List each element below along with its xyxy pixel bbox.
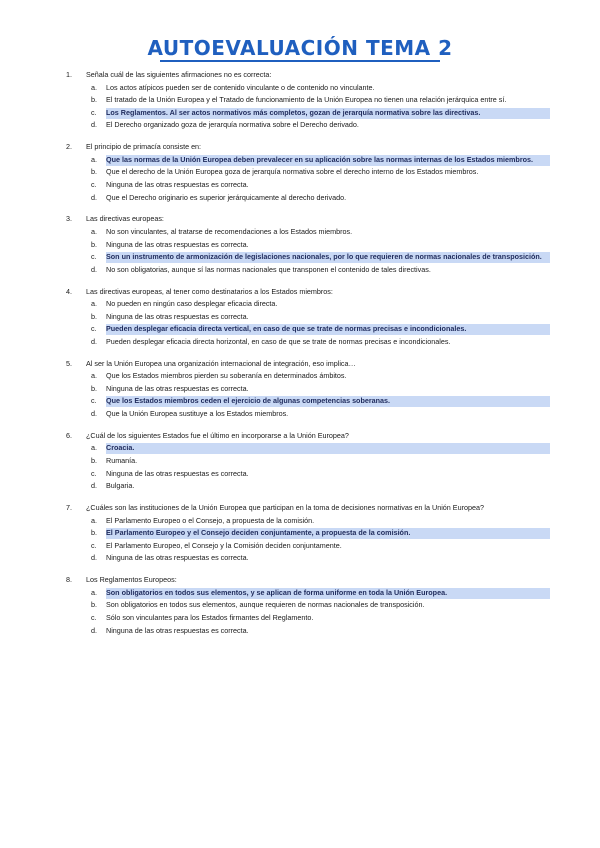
option-text: Son un instrumento de armonización de legislaciones nacionales, por lo que requieren de normas nacionales de transposición. (106, 252, 550, 263)
answer-option (0, 240, 600, 251)
option-letter: d. (91, 553, 97, 563)
question-3 (0, 214, 600, 275)
answer-option (0, 180, 600, 191)
option-letter: d. (91, 192, 97, 202)
answer-option-highlighted (0, 324, 600, 335)
question-number: 4. (66, 286, 72, 296)
option-letter: b. (91, 167, 97, 177)
question-number: 6. (66, 430, 72, 440)
question-4 (0, 287, 600, 348)
answer-option (0, 626, 600, 637)
answer-option-highlighted (0, 396, 600, 407)
option-text: Pueden desplegar eficacia directa vertical, en caso de que se trate de normas precisas e incondicionales. (106, 324, 550, 335)
option-letter: a. (91, 82, 97, 92)
option-text: Son obligatorios en todos sus elementos, y se aplican de forma uniforme en toda la Unión Europea. (106, 588, 550, 599)
title-underline (160, 60, 440, 62)
answer-option (0, 193, 600, 204)
option-letter: d. (91, 336, 97, 346)
answer-option-highlighted (0, 588, 600, 599)
answer-option (0, 167, 600, 178)
option-text: Que los Estados miembros pierden su soberanía en determinados ámbitos. (106, 371, 347, 381)
option-letter: a. (91, 443, 97, 453)
answer-option (0, 553, 600, 564)
option-letter: d. (91, 120, 97, 130)
option-letter: b. (91, 239, 97, 249)
option-letter: c. (91, 468, 97, 478)
question-text: Al ser la Unión Europea una organización internacional de integración, eso implica… (86, 358, 356, 368)
option-letter: b. (91, 383, 97, 393)
answer-option (0, 541, 600, 552)
question-text: ¿Cuál de los siguientes Estados fue el último en incorporarse a la Unión Europea? (86, 430, 349, 440)
option-letter: c. (91, 107, 97, 117)
option-letter: d. (91, 625, 97, 635)
option-letter: c. (91, 252, 97, 262)
question-number: 2. (66, 142, 72, 152)
option-text: Que los Estados miembros ceden el ejercicio de algunas competencias soberanas. (106, 396, 550, 407)
answer-option-highlighted (0, 155, 600, 166)
option-letter: a. (91, 226, 97, 236)
answer-option-highlighted (0, 443, 600, 454)
question-5 (0, 359, 600, 420)
option-text: Que el Derecho originario es superior jerárquicamente al derecho derivado. (106, 192, 347, 202)
option-text: Ninguna de las otras respuestas es correcta. (106, 239, 249, 249)
answer-option-highlighted (0, 108, 600, 119)
option-letter: c. (91, 396, 97, 406)
option-text: Ninguna de las otras respuestas es correcta. (106, 179, 249, 189)
question-7 (0, 503, 600, 564)
option-letter: a. (91, 299, 97, 309)
option-text: Ninguna de las otras respuestas es correcta. (106, 625, 249, 635)
option-text: El Parlamento Europeo o el Consejo, a propuesta de la comisión. (106, 515, 315, 525)
answer-option (0, 456, 600, 467)
option-text: El Parlamento Europeo, el Consejo y la Comisión deciden conjuntamente. (106, 540, 342, 550)
option-text: El Derecho organizado goza de jerarquía normativa sobre el Derecho derivado. (106, 120, 359, 130)
option-text: No pueden en ningún caso desplegar eficacia directa. (106, 299, 278, 309)
answer-option (0, 120, 600, 131)
answer-option (0, 409, 600, 420)
option-letter: d. (91, 409, 97, 419)
option-letter: d. (91, 481, 97, 491)
option-text: Croacia. (106, 443, 550, 454)
question-number: 3. (66, 214, 72, 224)
option-text: Los Reglamentos. Al ser actos normativos más completos, gozan de jerarquía normativa sobre las directivas. (106, 108, 550, 119)
option-letter: d. (91, 264, 97, 274)
option-letter: b. (91, 95, 97, 105)
option-letter: b. (91, 311, 97, 321)
answer-option (0, 469, 600, 480)
option-text: Son obligatorios en todos sus elementos, aunque requieren de normas nacionales de transposición. (106, 600, 425, 610)
option-letter: a. (91, 154, 97, 164)
option-letter: c. (91, 179, 97, 189)
option-letter: b. (91, 456, 97, 466)
question-2 (0, 142, 600, 203)
option-text: Ninguna de las otras respuestas es correcta. (106, 311, 249, 321)
answer-option (0, 613, 600, 624)
option-text: Sólo son vinculantes para los Estados firmantes del Reglamento. (106, 612, 314, 622)
answer-option (0, 95, 600, 106)
option-text: No son obligatorias, aunque sí las normas nacionales que transponen el contenido de tales directivas. (106, 264, 431, 274)
option-letter: a. (91, 371, 97, 381)
answer-option (0, 299, 600, 310)
answer-option (0, 83, 600, 94)
option-text: Rumanía. (106, 456, 138, 466)
answer-option (0, 227, 600, 238)
answer-option-highlighted (0, 252, 600, 263)
question-8 (0, 575, 600, 636)
question-text: ¿Cuáles son las instituciones de la Unión Europea que participan en la toma de decisiones normativas en la Unión Europea? (86, 503, 484, 513)
option-letter: a. (91, 515, 97, 525)
answer-option (0, 516, 600, 527)
question-1 (0, 70, 600, 131)
option-letter: c. (91, 540, 97, 550)
option-text: El Parlamento Europeo y el Consejo deciden conjuntamente, a propuesta de la comisión. (106, 528, 550, 539)
option-text: Que el derecho de la Unión Europea goza de jerarquía normativa sobre el derecho interno de los Estados miembros. (106, 167, 479, 177)
option-text: Ninguna de las otras respuestas es correcta. (106, 468, 249, 478)
option-letter: b. (91, 528, 97, 538)
question-6 (0, 431, 600, 492)
option-text: Pueden desplegar eficacia directa horizontal, en caso de que se trate de normas precisas e incondicionales. (106, 336, 451, 346)
question-number: 8. (66, 575, 72, 585)
option-text: Que las normas de la Unión Europea deben prevalecer en su aplicación sobre las normas internas de los Estados miembros. (106, 155, 550, 166)
question-text: El principio de primacía consiste en: (86, 142, 202, 152)
answer-option (0, 265, 600, 276)
option-letter: c. (91, 324, 97, 334)
answer-option-highlighted (0, 528, 600, 539)
option-text: Ninguna de las otras respuestas es correcta. (106, 383, 249, 393)
option-text: Los actos atípicos pueden ser de contenido vinculante o de contenido no vinculante. (106, 82, 375, 92)
answer-option (0, 371, 600, 382)
option-text: Que la Unión Europea sustituye a los Estados miembros. (106, 409, 289, 419)
question-number: 7. (66, 503, 72, 513)
option-letter: c. (91, 612, 97, 622)
option-text: Bulgaria. (106, 481, 135, 491)
question-list (0, 70, 600, 647)
answer-option (0, 481, 600, 492)
answer-option (0, 312, 600, 323)
question-text: Las directivas europeas: (86, 214, 164, 224)
option-text: Ninguna de las otras respuestas es correcta. (106, 553, 249, 563)
option-letter: a. (91, 587, 97, 597)
answer-option (0, 384, 600, 395)
question-number: 1. (66, 70, 72, 79)
page-title: AUTOEVALUACIÓN TEMA 2 (147, 36, 453, 60)
answer-option (0, 600, 600, 611)
question-text: Los Reglamentos Europeos: (86, 575, 177, 585)
question-text: Las directivas europeas, al tener como destinatarios a los Estados miembros: (86, 286, 333, 296)
question-number: 5. (66, 358, 72, 368)
question-text: Señala cuál de las siguientes afirmaciones no es correcta: (86, 70, 272, 79)
option-text: No son vinculantes, al tratarse de recomendaciones a los Estados miembros. (106, 226, 353, 236)
option-text: El tratado de la Unión Europea y el Tratado de funcionamiento de la Unión Europea no tienen una relación jerárquica entre sí. (106, 95, 507, 105)
answer-option (0, 337, 600, 348)
option-letter: b. (91, 600, 97, 610)
